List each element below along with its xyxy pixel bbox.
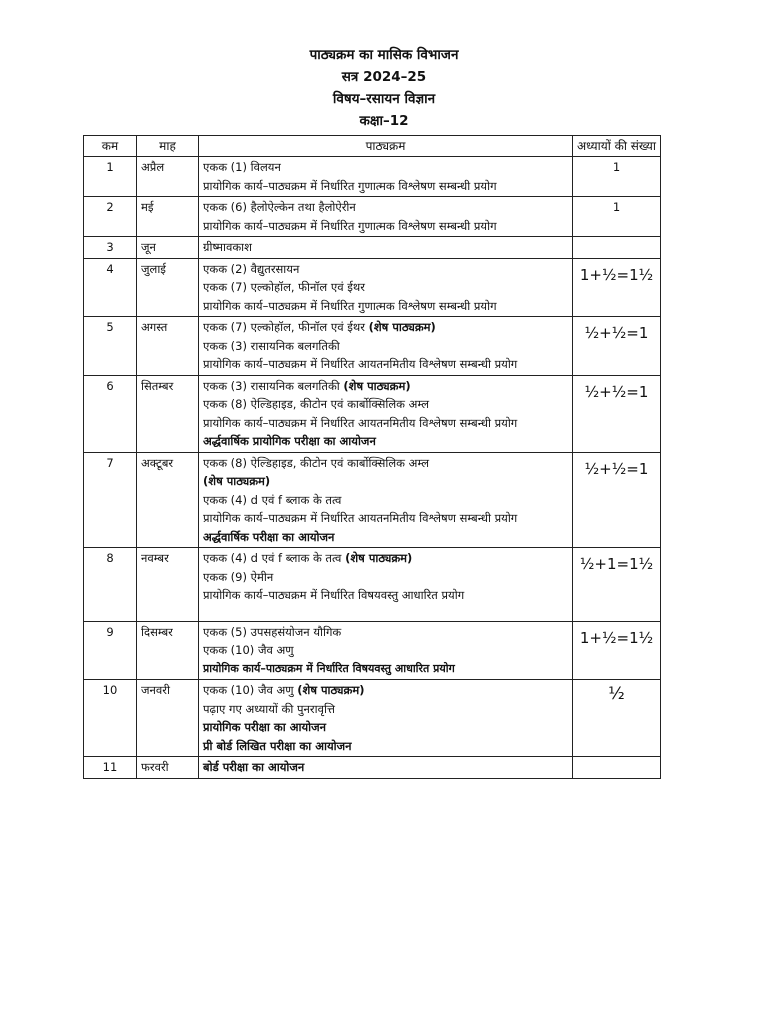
table-row bbox=[84, 157, 661, 197]
syllabus-line: प्रायोगिक कार्य–पाठ्यक्रम में निर्धारित विषयवस्तु आधारित प्रयोग bbox=[203, 588, 465, 602]
table-row bbox=[84, 757, 661, 779]
syllabus-line: प्रायोगिक कार्य–पाठ्यक्रम में निर्धारित गुणात्मक विश्लेषण सम्बन्धी प्रयोग bbox=[203, 298, 497, 313]
row-syllabus bbox=[199, 237, 573, 259]
row-syllabus bbox=[199, 757, 573, 779]
remaining-syllabus-note: (शेष पाठ्यक्रम) bbox=[297, 683, 365, 697]
row-month: मई bbox=[137, 197, 199, 237]
row-sn: 4 bbox=[84, 258, 137, 317]
row-syllabus bbox=[199, 157, 573, 197]
row-month: फरवरी bbox=[137, 757, 199, 779]
row-month: नवम्बर bbox=[137, 548, 199, 622]
row-sn: 5 bbox=[84, 317, 137, 376]
syllabus-line: प्रायोगिक कार्य–पाठ्यक्रम में निर्धारित आयतनमितीय विश्लेषण सम्बन्धी प्रयोग bbox=[203, 415, 518, 430]
row-syllabus bbox=[199, 621, 573, 680]
row-sn: 7 bbox=[84, 452, 137, 548]
row-sn: 8 bbox=[84, 548, 137, 622]
syllabus-line: एकक (7) एल्कोहॉल, फीनॉल एवं ईथर bbox=[203, 280, 365, 294]
syllabus-line: प्रायोगिक परीक्षा का आयोजन bbox=[203, 720, 327, 734]
row-chapter-count bbox=[573, 757, 661, 779]
remaining-syllabus-note: (शेष पाठ्यक्रम) bbox=[203, 474, 271, 488]
row-syllabus bbox=[199, 680, 573, 757]
table-row bbox=[84, 375, 661, 452]
row-syllabus bbox=[199, 548, 573, 622]
row-sn: 9 bbox=[84, 621, 137, 680]
syllabus-line: बोर्ड परीक्षा का आयोजन bbox=[203, 760, 305, 774]
column-header-month: माह bbox=[137, 136, 199, 157]
row-chapter-count: 1 bbox=[573, 157, 661, 197]
syllabus-line: प्रायोगिक कार्य–पाठ्यक्रम में निर्धारित आयतनमितीय विश्लेषण सम्बन्धी प्रयोग bbox=[203, 357, 518, 371]
syllabus-line: प्रायोगिक कार्य–पाठ्यक्रम में निर्धारित आयतनमितीय विश्लेषण सम्बन्धी प्रयोग bbox=[203, 511, 518, 525]
session-label: सत्र 2024–25 bbox=[341, 69, 427, 85]
syllabus-line: एकक (10) जैव अणु bbox=[203, 683, 294, 697]
syllabus-line: एकक (3) रासायनिक बलगतिकी bbox=[203, 338, 340, 353]
table-row bbox=[84, 621, 661, 680]
syllabus-line: अर्द्धवार्षिक परीक्षा का आयोजन bbox=[203, 529, 335, 544]
syllabus-line: एकक (6) हैलोऐल्केन तथा हैलोऐरीन bbox=[203, 200, 356, 214]
row-month: जुलाई bbox=[137, 258, 199, 317]
table-row bbox=[84, 317, 661, 376]
syllabus-line: एकक (8) ऐल्डिहाइड, कीटोन एवं कार्बोक्सिलिक अम्ल bbox=[203, 397, 430, 411]
row-syllabus bbox=[199, 375, 573, 452]
syllabus-line: पढ़ाए गए अध्यायों की पुनरावृत्ति bbox=[203, 701, 335, 716]
row-sn: 6 bbox=[84, 375, 137, 452]
row-chapter-count bbox=[573, 621, 661, 680]
row-syllabus bbox=[199, 258, 573, 317]
row-sn: 1 bbox=[84, 157, 137, 197]
syllabus-line: एकक (8) ऐल्डिहाइड, कीटोन एवं कार्बोक्सिलिक अम्ल bbox=[203, 455, 430, 470]
row-month: अगस्त bbox=[137, 317, 199, 376]
row-sn: 11 bbox=[84, 757, 137, 779]
chapter-count-value: ½+½=1 bbox=[584, 459, 649, 478]
table-row bbox=[84, 258, 661, 317]
table-header-row bbox=[84, 136, 661, 157]
syllabus-line: एकक (7) एल्कोहॉल, फीनॉल एवं ईथर bbox=[203, 320, 365, 334]
row-chapter-count bbox=[573, 548, 661, 622]
row-chapter-count bbox=[573, 237, 661, 259]
row-month: दिसम्बर bbox=[137, 621, 199, 680]
row-chapter-count bbox=[573, 375, 661, 452]
chapter-count-value: ½ bbox=[608, 684, 625, 704]
row-month: जनवरी bbox=[137, 680, 199, 757]
syllabus-line: एकक (4) d एवं f ब्लाक के तत्व bbox=[203, 551, 342, 565]
chapter-count-value: ½+½=1 bbox=[584, 382, 649, 401]
remaining-syllabus-note: (शेष पाठ्यक्रम) bbox=[345, 551, 413, 565]
chapter-count-value: 1+½=1½ bbox=[579, 265, 654, 284]
row-chapter-count bbox=[573, 317, 661, 376]
subject-label: विषय–रसायन विज्ञान bbox=[332, 91, 436, 107]
syllabus-line: अर्द्धवार्षिक प्रायोगिक परीक्षा का आयोजन bbox=[203, 434, 376, 448]
table-row bbox=[84, 680, 661, 757]
row-sn: 2 bbox=[84, 197, 137, 237]
row-chapter-count bbox=[573, 452, 661, 548]
table-row bbox=[84, 548, 661, 622]
row-month: अक्टूबर bbox=[137, 452, 199, 548]
table-row bbox=[84, 197, 661, 237]
class-label: कक्षा–12 bbox=[359, 113, 409, 129]
syllabus-line: प्रायोगिक कार्य–पाठ्यक्रम में निर्धारित गुणात्मक विश्लेषण सम्बन्धी प्रयोग bbox=[203, 218, 497, 233]
syllabus-line: एकक (3) रासायनिक बलगतिकी bbox=[203, 378, 340, 393]
remaining-syllabus-note: (शेष पाठ्यक्रम) bbox=[343, 378, 411, 393]
syllabus-line: एकक (2) वैद्युतरसायन bbox=[203, 261, 300, 276]
chapter-count-value: ½+1=1½ bbox=[579, 555, 654, 573]
row-chapter-count: 1 bbox=[573, 197, 661, 237]
row-syllabus bbox=[199, 197, 573, 237]
row-syllabus bbox=[199, 317, 573, 376]
table-row bbox=[84, 237, 661, 259]
syllabus-line: ग्रीष्मावकाश bbox=[203, 240, 252, 254]
syllabus-line: प्रायोगिक कार्य–पाठ्यक्रम में निर्धारित गुणात्मक विश्लेषण सम्बन्धी प्रयोग bbox=[203, 178, 497, 193]
column-header-sn: कम bbox=[84, 136, 137, 157]
syllabus-line: प्रायोगिक कार्य–पाठ्यक्रम में निर्धारित विषयवस्तु आधारित प्रयोग bbox=[203, 661, 455, 675]
syllabus-line: एकक (5) उपसहसंयोजन यौगिक bbox=[203, 624, 342, 639]
row-month: सितम्बर bbox=[137, 375, 199, 452]
document-title: पाठ्यक्रम का मासिक विभाजन bbox=[309, 47, 459, 63]
remaining-syllabus-note: (शेष पाठ्यक्रम) bbox=[368, 320, 436, 334]
row-chapter-count bbox=[573, 258, 661, 317]
column-header-chapters: अध्यायों की संख्या bbox=[573, 136, 661, 157]
row-sn: 3 bbox=[84, 237, 137, 259]
row-chapter-count bbox=[573, 680, 661, 757]
row-month: जून bbox=[137, 237, 199, 259]
row-month: अप्रैल bbox=[137, 157, 199, 197]
syllabus-table bbox=[83, 135, 661, 779]
syllabus-line: प्री बोर्ड लिखित परीक्षा का आयोजन bbox=[203, 738, 352, 753]
syllabus-line: एकक (9) ऐमीन bbox=[203, 569, 274, 584]
chapter-count-value: 1+½=1½ bbox=[579, 628, 654, 647]
table-row bbox=[84, 452, 661, 548]
row-syllabus bbox=[199, 452, 573, 548]
column-header-syllabus: पाठ्यक्रम bbox=[199, 136, 573, 157]
chapter-count-value: ½+½=1 bbox=[584, 324, 649, 342]
syllabus-line: एकक (4) d एवं f ब्लाक के तत्व bbox=[203, 492, 342, 507]
syllabus-line: एकक (10) जैव अणु bbox=[203, 643, 294, 657]
row-sn: 10 bbox=[84, 680, 137, 757]
document-header bbox=[0, 44, 768, 132]
syllabus-line: एकक (1) विलयन bbox=[203, 160, 281, 174]
